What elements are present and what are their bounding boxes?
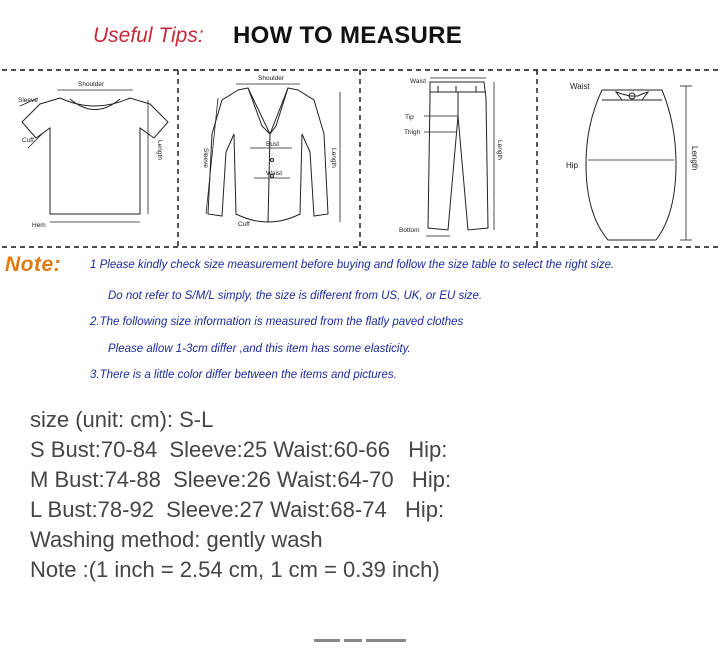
conversion-note-line: Note :(1 inch = 2.54 cm, 1 cm = 0.39 inch)	[30, 557, 440, 582]
pants-illustration	[424, 78, 494, 236]
jacket-shoulder-label: Shoulder	[258, 75, 285, 82]
cropped-text-fragment	[314, 630, 414, 637]
useful-tips-label: Useful Tips:	[93, 24, 204, 47]
shirt-hem-label: Hem	[32, 222, 46, 229]
note-label: Note:	[5, 253, 62, 276]
jacket-sleeve-label: Sleeve	[202, 148, 209, 168]
note-line-4: Please allow 1-3cm differ ,and this item has some elasticity.	[108, 343, 411, 355]
washing-method-line: Washing method: gently wash	[30, 527, 323, 552]
pants-bottom-label: Bottom	[399, 227, 420, 234]
cropped-text-fragment-svg	[314, 636, 414, 643]
skirt-waist-label: Waist	[570, 82, 590, 91]
jacket-cuff-label: Cuff	[238, 221, 250, 228]
note-section	[0, 253, 720, 389]
tshirt-illustration	[20, 90, 168, 222]
measurement-diagram-svg	[0, 64, 720, 254]
shirt-shoulder-label: Shoulder	[78, 81, 105, 88]
measurement-diagram	[0, 64, 720, 254]
pants-thigh-label: Thigh	[404, 129, 421, 136]
size-s-line: S Bust:70-84 Sleeve:25 Waist:60-66 Hip:	[30, 437, 448, 462]
skirt-length-label: Length	[690, 146, 699, 171]
how-to-measure-title: HOW TO MEASURE	[233, 22, 463, 49]
size-info	[30, 405, 710, 585]
note-line-3: 2.The following size information is measured from the flatly paved clothes	[90, 316, 464, 328]
skirt-hip-label: Hip	[566, 161, 579, 170]
shirt-length-label: Length	[156, 140, 163, 160]
pants-waist-label: Waist	[410, 78, 427, 85]
note-line-2: Do not refer to S/M/L simply, the size is different from US, UK, or EU size.	[108, 290, 483, 302]
note-line-5: 3.There is a little color differ between the items and pictures.	[90, 369, 397, 381]
jacket-length-label: Length	[330, 148, 337, 168]
pants-length-label: Length	[496, 140, 503, 160]
size-l-line: L Bust:78-92 Sleeve:27 Waist:68-74 Hip:	[30, 497, 445, 522]
jacket-illustration	[206, 84, 340, 222]
shirt-cuff-label: Cuff	[22, 137, 34, 144]
shirt-sleeve-label: Sleeve	[18, 97, 38, 104]
size-unit-line: size (unit: cm): S-L	[30, 407, 214, 432]
note-line-1: 1 Please kindly check size measurement before buying and follow the size table to select the right size.	[90, 259, 615, 271]
size-m-line: M Bust:74-88 Sleeve:26 Waist:64-70 Hip:	[30, 467, 452, 492]
jacket-waist-label: Waist	[266, 170, 283, 177]
skirt-illustration	[586, 86, 692, 240]
header	[0, 20, 720, 56]
pants-tip-label: Tip	[405, 114, 414, 121]
jacket-bust-label: Bust	[266, 141, 280, 148]
